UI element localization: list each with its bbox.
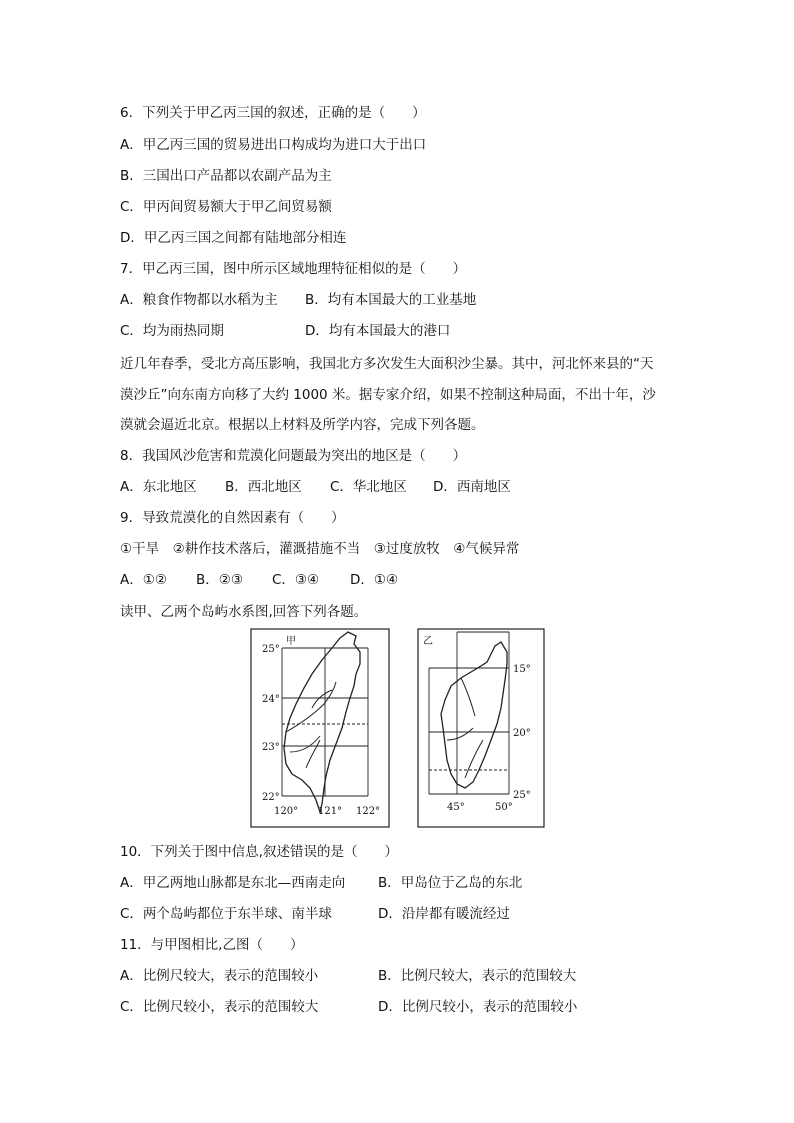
q10-option-c: C．两个岛屿都位于东半球、南半球 [120,906,332,922]
q7-stem: 7．甲乙丙三国，图中所示区域地理特征相似的是（ ） [120,261,467,277]
island-b-rivers [447,678,483,778]
q6-option-c: C．甲丙间贸易额大于甲乙间贸易额 [120,199,332,215]
q7-option-b: B．均有本国最大的工业基地 [305,292,477,308]
q7-option-c: C．均为雨热同期 [120,323,224,339]
map-b-lat-20: 20° [513,728,531,739]
q11-option-a: A．比例尺较大，表示的范围较小 [120,968,319,984]
q10-option-d: D．沿岸都有暖流经过 [378,906,510,922]
island-b-river-map [417,628,545,828]
island-b-outline [441,642,507,788]
map-a-lat-24: 24° [262,694,280,705]
q7-option-a: A．粮食作物都以水稻为主 [120,292,278,308]
q11-option-d: D．比例尺较小，表示的范围较小 [378,999,578,1015]
q10-option-b: B．甲岛位于乙岛的东北 [378,875,523,891]
map-a-lat-23: 23° [262,742,280,753]
q6-option-b: B．三国出口产品都以农副产品为主 [120,168,332,184]
map-b-lat-25: 25° [513,790,531,801]
map-b-lat-15: 15° [513,664,531,675]
q8-option-a: A．东北地区 [120,479,197,495]
map-b-lon-50: 50° [495,802,513,813]
map-a-lon-120: 120° [274,806,299,817]
map-b-lon-45: 45° [447,802,465,813]
map-a-lat-22: 22° [262,792,280,803]
q6-option-a: A．甲乙丙三国的贸易进出口构成均为进口大于出口 [120,137,427,153]
q10-stem: 10．下列关于图中信息,叙述错误的是（ ） [120,844,398,860]
q11-stem: 11．与甲图相比,乙图（ ） [120,937,304,953]
map-a-lon-121: 121° [318,806,343,817]
q8-option-d: D．西南地区 [433,479,511,495]
q11-option-b: B．比例尺较大，表示的范围较大 [378,968,577,984]
passage-line-3: 漠就会逼近北京。根据以上材料及所学内容，完成下列各题。 [120,417,485,433]
passage-line-1: 近几年春季，受北方高压影响，我国北方多次发生大面积沙尘暴。其中，河北怀来县的“天 [120,356,654,372]
island-a-river-map [250,628,390,828]
map-a-lon-122: 122° [356,806,381,817]
passage-line-2: 漠沙丘”向东南方向移了大约 1000 米。据专家介绍，如果不控制这种局面，不出十年，沙 [120,387,656,403]
q8-option-c: C．华北地区 [330,479,407,495]
q9-stem: 9．导致荒漠化的自然因素有（ ） [120,510,345,526]
q11-option-c: C．比例尺较小，表示的范围较大 [120,999,319,1015]
q6-stem: 6．下列关于甲乙丙三国的叙述，正确的是（ ） [120,105,426,121]
q7-option-d: D．均有本国最大的港口 [305,323,451,339]
figure-intro: 读甲、乙两个岛屿水系图,回答下列各题。 [120,604,368,620]
q9-option-d: D．①④ [350,572,399,588]
map-a-lat-25: 25° [262,644,280,655]
map-b-label: 乙 [423,636,433,647]
q9-option-b: B．②③ [196,572,243,588]
q10-option-a: A．甲乙两地山脉都是东北—西南走向 [120,875,346,891]
map-a-grid [282,648,368,796]
q9-factors: ①干旱 ②耕作技术落后，灌溉措施不当 ③过度放牧 ④气候异常 [120,541,520,557]
q9-option-a: A．①② [120,572,167,588]
island-a-outline [284,632,360,812]
q9-option-c: C．③④ [272,572,320,588]
q6-option-d: D．甲乙丙三国之间都有陆地部分相连 [120,230,347,246]
q8-stem: 8．我国风沙危害和荒漠化问题最为突出的地区是（ ） [120,448,467,464]
q8-option-b: B．西北地区 [225,479,302,495]
map-a-label: 甲 [286,636,296,647]
island-a-rivers [286,682,336,768]
